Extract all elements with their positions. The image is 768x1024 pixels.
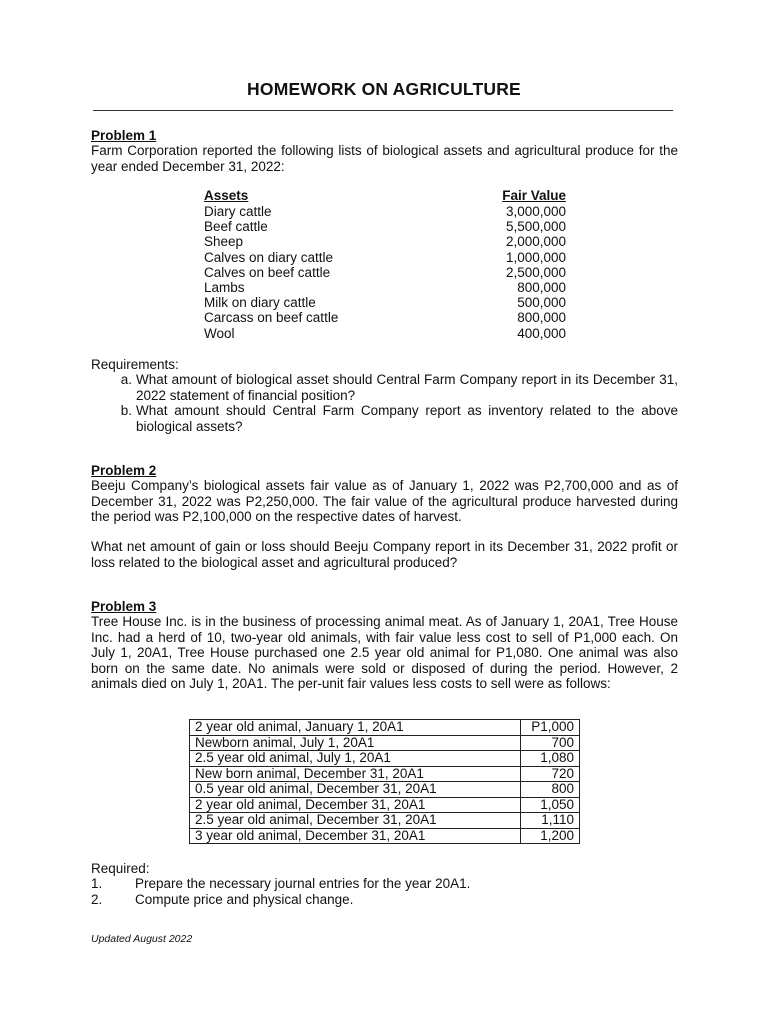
required-label: Required: bbox=[91, 861, 150, 876]
problem1-intro: Farm Corporation reported the following lists of biological assets and agricultural produce for the year ended December 31, 2022: bbox=[91, 143, 678, 174]
asset-name: Sheep bbox=[204, 234, 244, 250]
asset-name: Milk on diary cattle bbox=[204, 295, 316, 311]
table-cell-label: 3 year old animal, December 31, 20A1 bbox=[190, 828, 521, 844]
asset-name: Wool bbox=[204, 325, 235, 341]
table-cell-value: 700 bbox=[521, 735, 580, 751]
asset-name: Diary cattle bbox=[204, 204, 272, 219]
required-item bbox=[91, 876, 691, 892]
table-row bbox=[190, 766, 580, 782]
asset-name: Calves on beef cattle bbox=[204, 264, 331, 280]
table-cell-label: Newborn animal, July 1, 20A1 bbox=[190, 735, 521, 751]
asset-row bbox=[204, 280, 566, 295]
table-row bbox=[190, 735, 580, 751]
asset-value: 3,000,000 bbox=[505, 204, 566, 219]
asset-value: 5,500,000 bbox=[505, 219, 566, 235]
assets-header bbox=[204, 188, 566, 204]
problem2-heading: Problem 2 bbox=[91, 463, 157, 478]
table-row bbox=[190, 828, 580, 844]
asset-row bbox=[204, 326, 566, 341]
table-cell-label: 2 year old animal, December 31, 20A1 bbox=[190, 797, 521, 813]
asset-value: 500,000 bbox=[517, 295, 566, 311]
asset-name: Calves on diary cattle bbox=[204, 249, 334, 265]
fair-values-table bbox=[189, 719, 580, 844]
asset-row bbox=[204, 219, 566, 234]
requirement-text: What amount of biological asset should Central Farm Company report in its December 31, 2022 statement of financial position? bbox=[136, 372, 678, 403]
table-cell-value: 1,200 bbox=[521, 828, 580, 844]
problem3-heading: Problem 3 bbox=[91, 599, 157, 614]
asset-row bbox=[204, 295, 566, 310]
table-cell-value: 720 bbox=[521, 766, 580, 782]
table-row bbox=[190, 797, 580, 813]
table-row bbox=[190, 813, 580, 829]
asset-row bbox=[204, 250, 566, 265]
problem2-question: What net amount of gain or loss should Beeju Company report in its December 31, 2022 profit or loss related to the biological asset and agricultural produced? bbox=[91, 539, 678, 570]
asset-value: 800,000 bbox=[517, 310, 566, 326]
asset-row bbox=[204, 310, 566, 325]
table-cell-label: New born animal, December 31, 20A1 bbox=[190, 766, 521, 782]
assets-list bbox=[204, 188, 566, 341]
table-cell-label: 2 year old animal, January 1, 20A1 bbox=[190, 720, 521, 736]
table-cell-label: 2.5 year old animal, December 31, 20A1 bbox=[190, 813, 521, 829]
required-number: 2. bbox=[91, 891, 103, 907]
asset-value: 800,000 bbox=[517, 279, 566, 295]
requirement-text: What amount should Central Farm Company report as inventory related to the above biological assets? bbox=[136, 403, 678, 434]
footer-note: Updated August 2022 bbox=[91, 933, 193, 945]
asset-row bbox=[204, 204, 566, 219]
asset-value: 400,000 bbox=[517, 325, 566, 341]
table-row bbox=[190, 782, 580, 798]
asset-value: 2,000,000 bbox=[505, 234, 566, 250]
asset-row bbox=[204, 234, 566, 249]
asset-row bbox=[204, 265, 566, 280]
required-list bbox=[91, 876, 691, 907]
requirements-list bbox=[91, 372, 678, 434]
requirement-marker: a. bbox=[120, 372, 132, 387]
table-cell-label: 2.5 year old animal, July 1, 20A1 bbox=[190, 751, 521, 767]
table-cell-value: P1,000 bbox=[521, 720, 580, 736]
fair-value-column-header: Fair Value bbox=[502, 188, 566, 203]
required-item bbox=[91, 892, 691, 908]
problem3-paragraph: Tree House Inc. is in the business of processing animal meat. As of January 1, 20A1, Tree House Inc. had a herd of 10, two-year old animals, with fair value less cost to sell of P1,000 each. On July 1, 20A1, Tree House purchased one 2.5 year old animal for P1,080. One animal was also born on the same date. No animals were sold or disposed of during the period. However, 2 animals died on July 1, 20A1. The per-unit fair values less costs to sell were as follows: bbox=[91, 614, 678, 691]
page-title: HOMEWORK ON AGRICULTURE bbox=[247, 79, 521, 99]
asset-value: 1,000,000 bbox=[505, 249, 566, 265]
title-divider bbox=[93, 110, 673, 111]
table-cell-value: 1,110 bbox=[521, 813, 580, 829]
asset-name: Beef cattle bbox=[204, 219, 268, 235]
table-cell-value: 1,050 bbox=[521, 797, 580, 813]
asset-name: Lambs bbox=[204, 279, 245, 295]
table-cell-value: 1,080 bbox=[521, 751, 580, 767]
requirement-item bbox=[91, 372, 678, 403]
required-text: Prepare the necessary journal entries for the year 20A1. bbox=[135, 876, 471, 891]
required-text: Compute price and physical change. bbox=[135, 891, 354, 907]
problem1-heading: Problem 1 bbox=[91, 128, 157, 143]
table-row bbox=[190, 720, 580, 736]
table-cell-value: 800 bbox=[521, 782, 580, 798]
assets-column-header: Assets bbox=[204, 188, 249, 203]
asset-name: Carcass on beef cattle bbox=[204, 310, 339, 326]
problem2-paragraph: Beeju Company’s biological assets fair value as of January 1, 2022 was P2,700,000 and as of December 31, 2022 was P2,250,000. The fair value of the agricultural produce harvested during the period was P2,100,000 on the respective dates of harvest. bbox=[91, 478, 678, 524]
required-number: 1. bbox=[91, 876, 103, 891]
table-cell-label: 0.5 year old animal, December 31, 20A1 bbox=[190, 782, 521, 798]
requirement-marker: b. bbox=[120, 403, 132, 418]
table-row bbox=[190, 751, 580, 767]
asset-value: 2,500,000 bbox=[505, 264, 566, 280]
requirement-item bbox=[91, 403, 678, 434]
requirements-label: Requirements: bbox=[91, 357, 179, 372]
